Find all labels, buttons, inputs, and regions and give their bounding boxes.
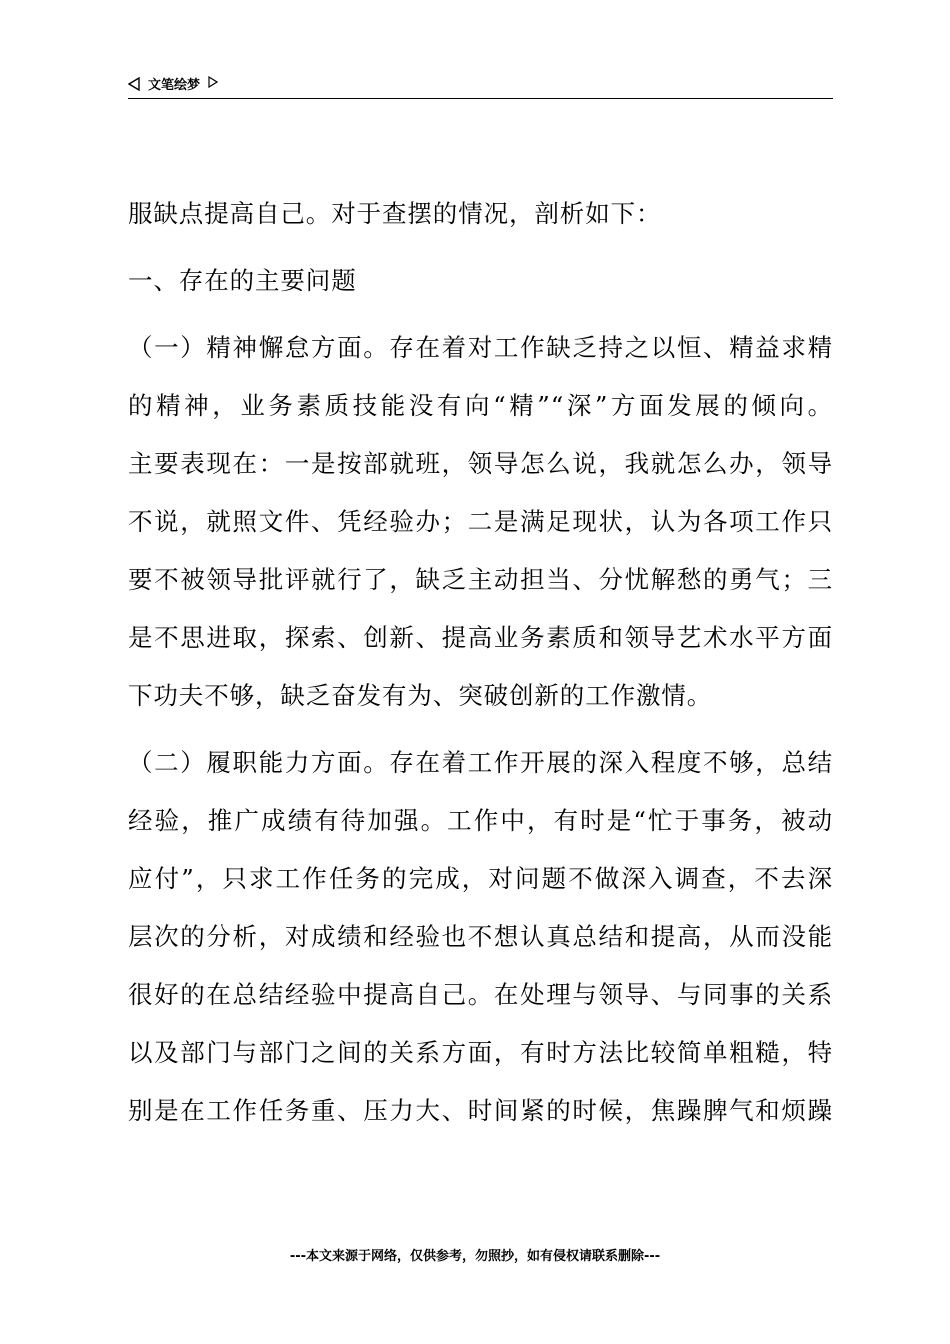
header-brand: [128, 74, 218, 93]
body-line: 不说，就照文件、凭经验办；二是满足现状，认为各项工作只: [128, 507, 833, 536]
section-heading: 一、存在的主要问题: [128, 266, 357, 295]
header-title: 文笔绘梦: [148, 78, 201, 93]
body-line: 很好的在总结经验中提高自己。在处理与领导、与同事的关系: [128, 980, 833, 1009]
body-line: 以及部门与部门之间的关系方面，有时方法比较简单粗糙，特: [128, 1038, 833, 1067]
body-line: 服缺点提高自己。对于查摆的情况，剖析如下：: [128, 199, 662, 228]
body-line: （二）履职能力方面。存在着工作开展的深入程度不够，总结: [128, 748, 833, 777]
body-line: 别是在工作任务重、压力大、时间紧的时候，焦躁脾气和烦躁: [128, 1096, 833, 1125]
body-line: 应付”，只求工作任务的完成，对问题不做深入调查，不去深: [128, 864, 833, 893]
body-line: 主要表现在：一是按部就班，领导怎么说，我就怎么办，领导: [128, 449, 833, 478]
triangle-left-icon: [128, 77, 140, 91]
body-line: 下功夫不够，缺乏奋发有为、突破创新的工作激情。: [128, 681, 713, 710]
body-line: （一）精神懈怠方面。存在着对工作缺乏持之以恒、精益求精: [128, 333, 833, 362]
body-line: 要不被领导批评就行了，缺乏主动担当、分忧解愁的勇气；三: [128, 565, 833, 594]
triangle-right-icon: [208, 76, 218, 88]
body-line: 经验，推广成绩有待加强。工作中，有时是“忙于事务，被动: [128, 806, 833, 835]
page-footer: ---本文来源于网络，仅供参考，勿照抄，如有侵权请联系删除---: [289, 1249, 661, 1264]
body-line: 是不思进取，探索、创新、提高业务素质和领导艺术水平方面: [128, 623, 833, 652]
document-body: [128, 185, 833, 1140]
body-line: 的精神，业务素质技能没有向“精”“深”方面发展的倾向。: [128, 391, 833, 420]
page-header: [128, 70, 833, 99]
body-line: 层次的分析，对成绩和经验也不想认真总结和提高，从而没能: [128, 922, 833, 951]
